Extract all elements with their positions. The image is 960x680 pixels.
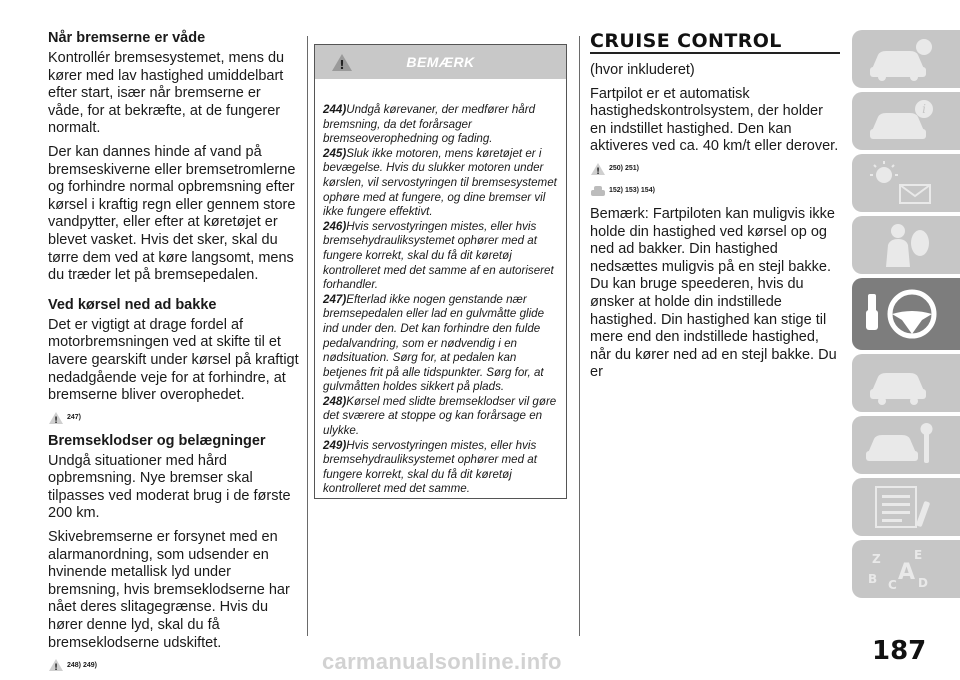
paragraph: Det er vigtigt at drage fordel af motorbremsningen ved at skifte til et lavere gearskift under kørsel på kraftigt nedadgående veje for at forhindre, at bremserne bliver overophedet. <box>48 316 299 404</box>
tab-dashboard[interactable] <box>852 30 960 88</box>
info-car-icon <box>590 184 606 198</box>
svg-text:!: ! <box>595 166 601 176</box>
tab-warning-lights[interactable] <box>852 154 960 212</box>
section-title: CRUISE CONTROL <box>590 30 782 52</box>
tab-index[interactable] <box>852 540 960 598</box>
index-alphabet-icon <box>862 545 940 593</box>
svg-text:B: B <box>868 572 878 586</box>
note-item: 244)Undgå kørevaner, der medfører hård bremsning, da det forårsager bremseoverophedning og fading. <box>323 103 536 146</box>
tab-starting-driving[interactable] <box>852 278 960 350</box>
tab-maintenance[interactable] <box>852 416 960 474</box>
note-item: 248)Kørsel med slidte bremseklodser vil gøre det sværere at stoppe og kan forårsage en ulykke. <box>323 394 557 438</box>
note-item: 247)Efterlad ikke nogen genstande nær bremsepedalen eller lad en gulvmåtte glide ind under den. Det kan forhindre den fulde pedalvandring, som er nødvendig i en nødsituation. Sørg for, at pedalen kan betjenes frit på alle tidspunkter. Sørg for, at gulvmåtten holdes sikkert på plads. <box>323 292 545 394</box>
heading-downhill: Ved kørsel ned ad bakke <box>48 296 217 313</box>
title-underline <box>590 52 840 54</box>
note-items <box>315 79 566 497</box>
warning-triangle-icon <box>590 162 606 176</box>
note-reference: ! 248) 249) <box>48 658 300 672</box>
car-dashboard-icon <box>862 35 940 83</box>
left-column <box>48 30 300 680</box>
svg-text:C: C <box>888 578 897 592</box>
note-item: 245)Sluk ikke motoren, mens køretøjet er i bevægelse. Hvis du slukker motoren under kørslen, vil servostyringen til bremsesystemet ophøre med at fungere, og dine bremser vil ikke fungere effektivt. <box>323 146 557 219</box>
column-divider <box>579 36 580 636</box>
svg-text:!: ! <box>53 415 59 425</box>
specifications-icon <box>862 483 940 531</box>
heading-wet-brakes: Når bremserne er våde <box>48 30 206 46</box>
watermark: carmanualsonline.info <box>322 649 562 674</box>
tab-emergency[interactable] <box>852 354 960 412</box>
paragraph: Skivebremserne er forsynet med en alarmanordning, som udsender en hvinende metallisk lyd under bremsning, hvis bremseklodserne har nået deres slitagegrænse. Hvis du hører denne lyd, skal du få bremseklodserne udskiftet. <box>48 529 290 651</box>
svg-text:D: D <box>918 576 928 590</box>
svg-text:!: ! <box>339 58 345 72</box>
svg-text:A: A <box>898 560 916 585</box>
paragraph: Bemærk: Fartpiloten kan muligvis ikke holde din hastighed ved kørsel op og ned ad bakker. Din hastighed nedsættes muligvis på en stejl bakke. Du kan bruge speederen, hvis du ønsker at holde din indstillede hastighed. Din hastighed kan stige til mere end den indstillede hastighed, når du kører ned ad en stejl bakke. Du er <box>590 205 837 381</box>
svg-text:i: i <box>922 102 926 116</box>
note-item: 246)Hvis servostyringen mistes, eller hvis bremsehydrauliksystemet ophører med at fungere korrekt, skal du få dit køretøj kontrolleret med det samme af en autoriseret forhandler. <box>323 219 554 292</box>
note-header <box>315 45 566 79</box>
note-box <box>314 44 567 499</box>
paragraph: Undgå situationer med hård opbremsning. Nye bremser skal tilpasses ved moderat brug i de første 200 km. <box>48 452 291 522</box>
car-info-icon <box>862 97 940 145</box>
note-reference: ! 247) <box>48 411 300 425</box>
note-title: BEMÆRK <box>406 54 475 70</box>
paragraph: Kontrollér bremsesystemet, mens du kører med lav hastighed umiddelbart efter start, især når bremserne er våde, for at bekræfte, at de fungerer normalt. <box>48 50 285 137</box>
note-item: 249)Hvis servostyringen mistes, eller hvis bremsehydrauliksystemet ophører med at fungere korrekt, skal du få dit køretøj kontrolleret med det samme. <box>323 438 537 496</box>
steering-wheel-key-icon <box>862 286 940 342</box>
paragraph: (hvor inkluderet) <box>590 62 695 78</box>
page-number: 187 <box>872 636 927 666</box>
note-reference: 152) 153) 154) <box>590 184 840 198</box>
chapter-tabs <box>852 30 960 602</box>
paragraph: Der kan dannes hinde af vand på bremseskiverne eller bremsetromlerne og forhindre normal opbremsning efter kørsel i kraftig regn eller gennem store vandpytter, eller efter at køretøjet er blevet vasket. Hvis det sker, skal du tørre dem ved at køre langsomt, mens du træder let på bremsepedalen. <box>48 143 296 284</box>
note-reference: ! 250) 251) <box>590 162 840 176</box>
safety-airbag-icon <box>862 221 940 269</box>
car-service-icon <box>862 421 940 469</box>
tab-safety[interactable] <box>852 216 960 274</box>
warning-lights-icon <box>862 159 940 207</box>
heading-brake-pads: Bremseklodser og belægninger <box>48 432 266 449</box>
car-emergency-icon <box>862 359 940 407</box>
warning-triangle-icon <box>48 658 64 672</box>
svg-text:E: E <box>914 548 923 562</box>
warning-triangle-icon <box>48 411 64 425</box>
right-column <box>590 30 840 388</box>
column-divider <box>307 36 308 636</box>
svg-text:!: ! <box>53 663 59 673</box>
svg-text:Z: Z <box>872 552 881 566</box>
tab-specifications[interactable] <box>852 478 960 536</box>
paragraph: Fartpilot er et automatisk hastighedskontrolsystem, der holder en indstillet hastighed. Den kan aktiveres ved ca. 40 km/t eller derover. <box>590 85 839 155</box>
tab-vehicle-info[interactable] <box>852 92 960 150</box>
